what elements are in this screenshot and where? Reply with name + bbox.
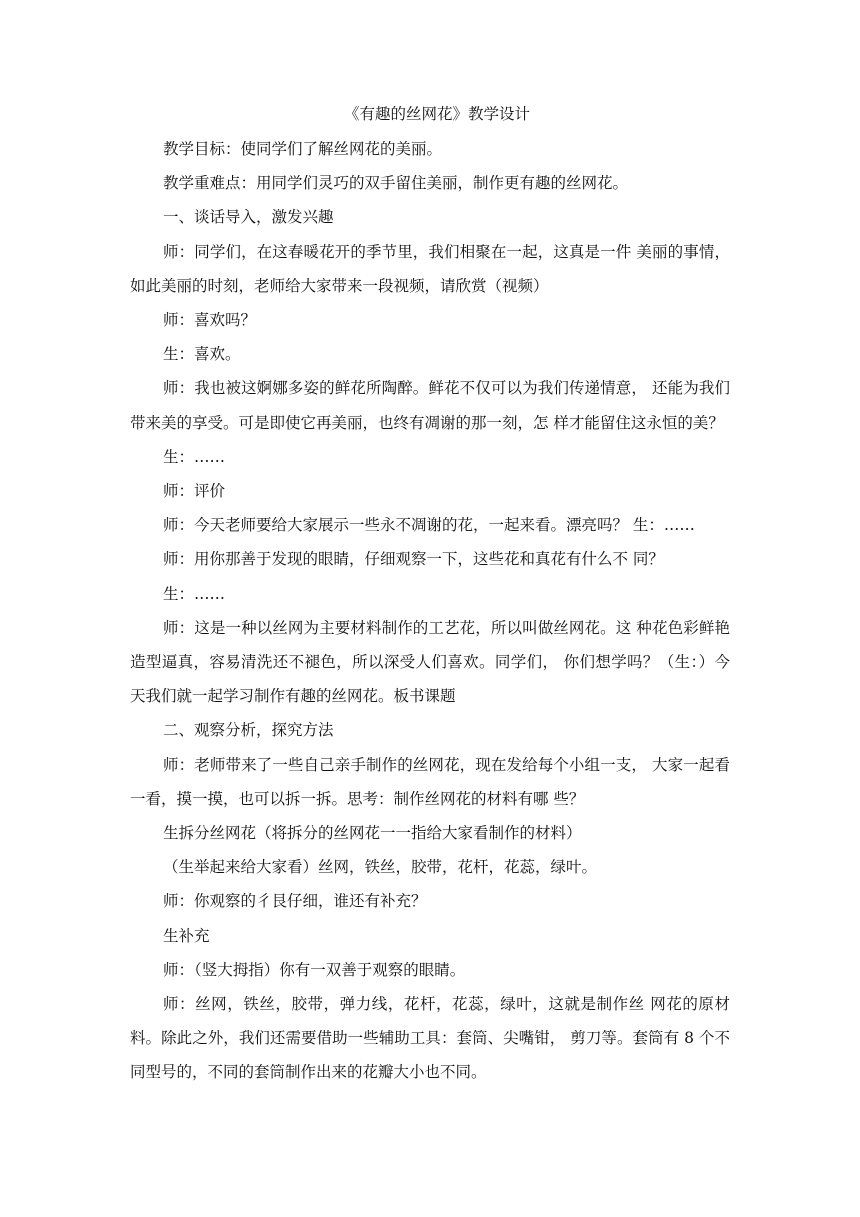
- paragraph-student-supplement: 生补充: [163, 926, 210, 945]
- paragraph-teacher-tools: 师：丝网，铁丝，胶带，弹力线，花杆，花蕊，绿叶，这就是制作丝 网花的原材料。除此之外，我们还需要借助一些辅助工具：套筒、尖嘴钳， 剪刀等。套筒有 8 个不同型号的，不同的套筒制作出来的花瓣大小也不同。: [130, 995, 730, 1082]
- paragraph-student-ellipsis: 生：……: [163, 447, 226, 466]
- paragraph-teacher-intro: 师：同学们，在这春暖花开的季节里，我们相聚在一起，这真是一件 美丽的事情，如此美丽的时刻，老师给大家带来一段视频，请欣赏（视频）: [130, 242, 730, 295]
- paragraph-student-disassemble: 生拆分丝网花（将拆分的丝网花一一指给大家看制作的材料）: [163, 824, 582, 843]
- paragraph-teacher-silk-flower: 师：这是一种以丝网为主要材料制作的工艺花，所以叫做丝网花。这 种花色彩鲜艳造型逼真，容易清洗还不褪色，所以深受人们喜欢。同学们， 你们想学吗？（生：）今天我们就一起学习制作有趣的丝网花。板书课题: [130, 618, 730, 706]
- paragraph-teacher-evaluate: 师：评价: [163, 482, 226, 501]
- paragraph-teacher-observe: 师：用你那善于发现的眼睛，仔细观察一下，这些花和真花有什么不 同？: [163, 550, 664, 569]
- section-heading-intro: 一、谈话导入，激发兴趣: [163, 208, 334, 227]
- paragraph-student-show: （生举起来给大家看）丝网，铁丝，胶带，花杆，花蕊，绿叶。: [163, 858, 598, 877]
- paragraph-teacher-materials: 师：老师带来了一些自己亲手制作的丝网花，现在发给每个小组一支， 大家一起看一看，摸一摸，也可以拆一拆。思考：制作丝网花的材料有哪 些？: [130, 755, 730, 808]
- paragraph-student-ellipsis-2: 生：……: [163, 584, 226, 603]
- paragraph-student-answer: 生：喜欢。: [163, 345, 241, 364]
- paragraph-teacher-flowers: 师：我也被这婀娜多姿的鲜花所陶醉。鲜花不仅可以为我们传递情意， 还能为我们带来美的享受。可是即使它再美丽，也终有凋谢的那一刻，怎 样才能留住这永恒的美？: [130, 379, 730, 432]
- paragraph-key-points: 教学重难点：用同学们灵巧的双手留住美丽，制作更有趣的丝网花。: [163, 174, 629, 193]
- paragraph-teacher-careful: 师：你观察的彳艮仔细，谁还有补充？: [163, 892, 427, 911]
- document-title: 《有趣的丝网花》教学设计: [343, 105, 530, 123]
- paragraph-teacher-question: 师：喜欢吗？: [163, 311, 257, 330]
- paragraph-teaching-goal: 教学目标：使同学们了解丝网花的美丽。: [163, 140, 443, 158]
- paragraph-teacher-thumbs-up: 师：（竖大拇指）你有一双善于观察的眼睛。: [163, 960, 466, 979]
- document-page: [130, 96, 730, 1090]
- paragraph-teacher-show: 师：今天老师要给大家展示一些永不凋谢的花，一起来看。漂亮吗？ 生：……: [163, 516, 695, 535]
- section-heading-observe: 二、观察分析，探究方法: [163, 721, 334, 740]
